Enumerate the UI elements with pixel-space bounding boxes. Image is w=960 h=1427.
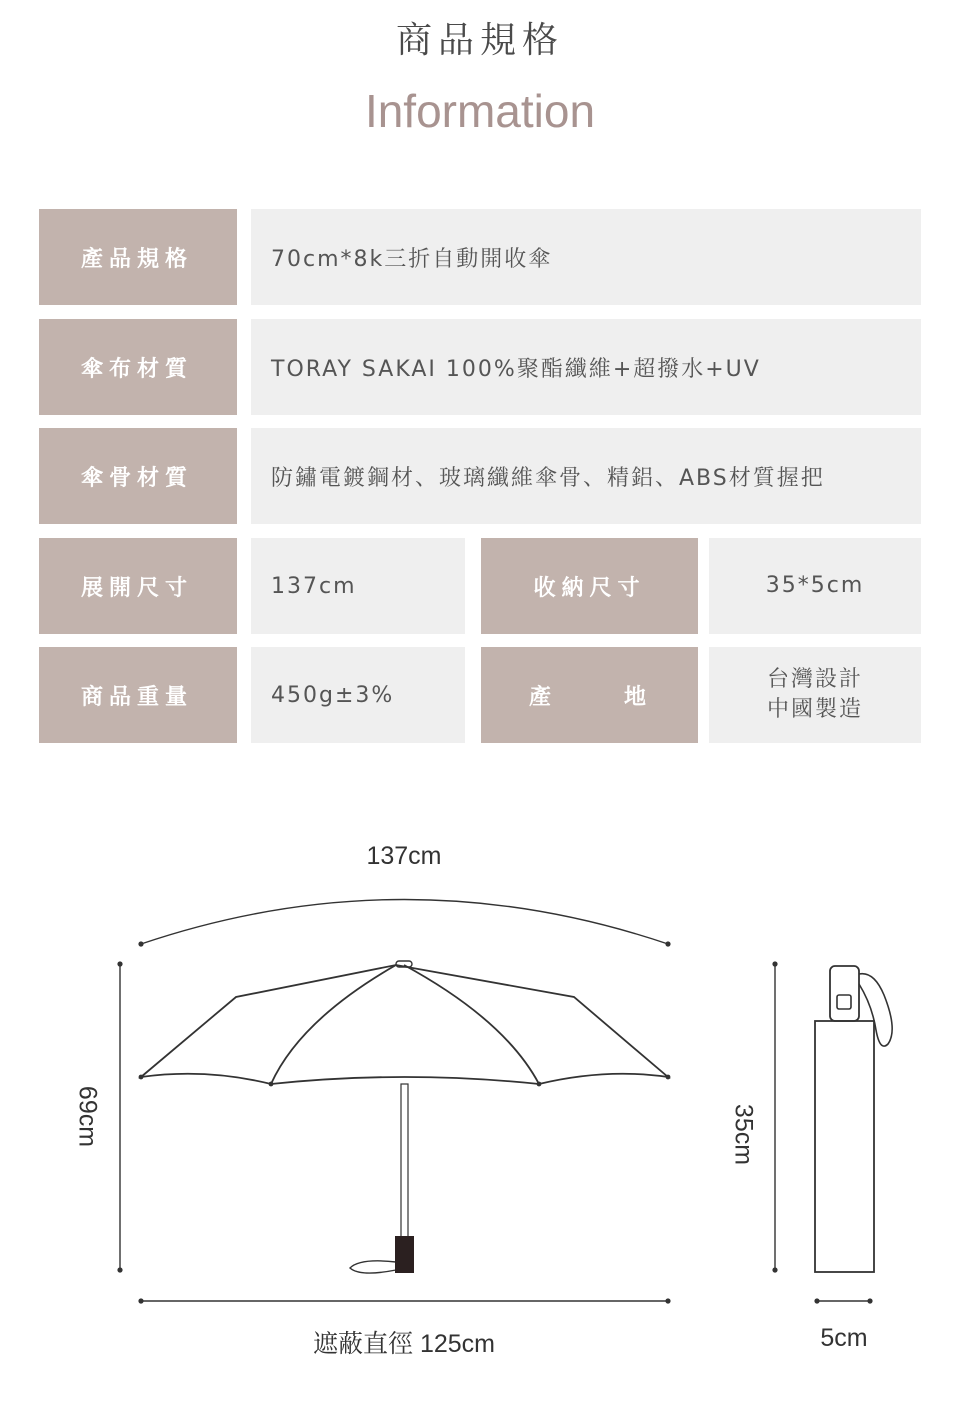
folded-width-end-left: [814, 1298, 819, 1303]
umbrella-shaft: [401, 1084, 408, 1238]
origin-label-char-1: 產: [529, 684, 552, 710]
spec-value-open-size: 137cm: [251, 538, 465, 634]
spec-label-open-size: 展開尺寸: [39, 538, 237, 634]
open-height-label: 69cm: [73, 1085, 102, 1148]
canopy-tip-2: [269, 1082, 274, 1087]
spec-label-fabric: 傘布材質: [39, 319, 237, 415]
page-title-en: Information: [364, 85, 596, 137]
origin-value-line-1: 台灣設計: [766, 667, 863, 692]
page-title-zh: 商品規格: [395, 20, 564, 61]
diameter-dimension-end-right: [665, 1298, 670, 1303]
diameter-dimension-end-left: [138, 1298, 143, 1303]
folded-length-end-top: [772, 961, 777, 966]
folded-width-label: 5cm: [820, 1324, 868, 1352]
arc-dimension-line: [141, 900, 668, 945]
arc-dimension-end-right: [665, 941, 670, 946]
spec-value-weight: 450g±3%: [251, 647, 465, 743]
canopy-tip-1: [139, 1075, 144, 1080]
spec-label-folded-size: 收納尺寸: [481, 538, 698, 634]
umbrella-canopy-outline: [141, 965, 668, 1084]
folded-umbrella-body: [815, 1021, 874, 1272]
spec-label-size: 產品規格: [39, 209, 237, 305]
canopy-diameter-label: 遮蔽直徑 125cm: [313, 1330, 495, 1358]
arc-length-label: 137cm: [366, 842, 442, 870]
spec-label-weight: 商品重量: [39, 647, 237, 743]
canopy-tip-3: [537, 1082, 542, 1087]
folded-umbrella-button: [837, 995, 851, 1009]
canopy-tip-4: [666, 1075, 671, 1080]
origin-value-line-2: 中國製造: [766, 697, 863, 722]
spec-value-fabric: TORAY SAKAI 100%聚酯纖維+超撥水+UV: [251, 319, 921, 415]
spec-value-size: 70cm*8k三折自動開收傘: [251, 209, 921, 305]
folded-umbrella-strap: [859, 974, 892, 1046]
umbrella-handle: [395, 1236, 414, 1273]
origin-label-char-2: 地: [623, 684, 646, 710]
height-dimension-end-bottom: [117, 1267, 122, 1272]
folded-length-label: 35cm: [729, 1103, 758, 1166]
folded-umbrella-cap: [830, 966, 859, 1021]
spec-value-folded-size: 35*5cm: [709, 538, 921, 634]
folded-width-end-right: [867, 1298, 872, 1303]
spec-value-frame: 防鏽電鍍鋼材、玻璃纖維傘骨、精鋁、ABS材質握把: [251, 428, 921, 524]
folded-length-end-bottom: [772, 1267, 777, 1272]
arc-dimension-end-left: [138, 941, 143, 946]
spec-label-frame: 傘骨材質: [39, 428, 237, 524]
umbrella-handle-strap: [350, 1261, 396, 1273]
height-dimension-end-top: [117, 961, 122, 966]
